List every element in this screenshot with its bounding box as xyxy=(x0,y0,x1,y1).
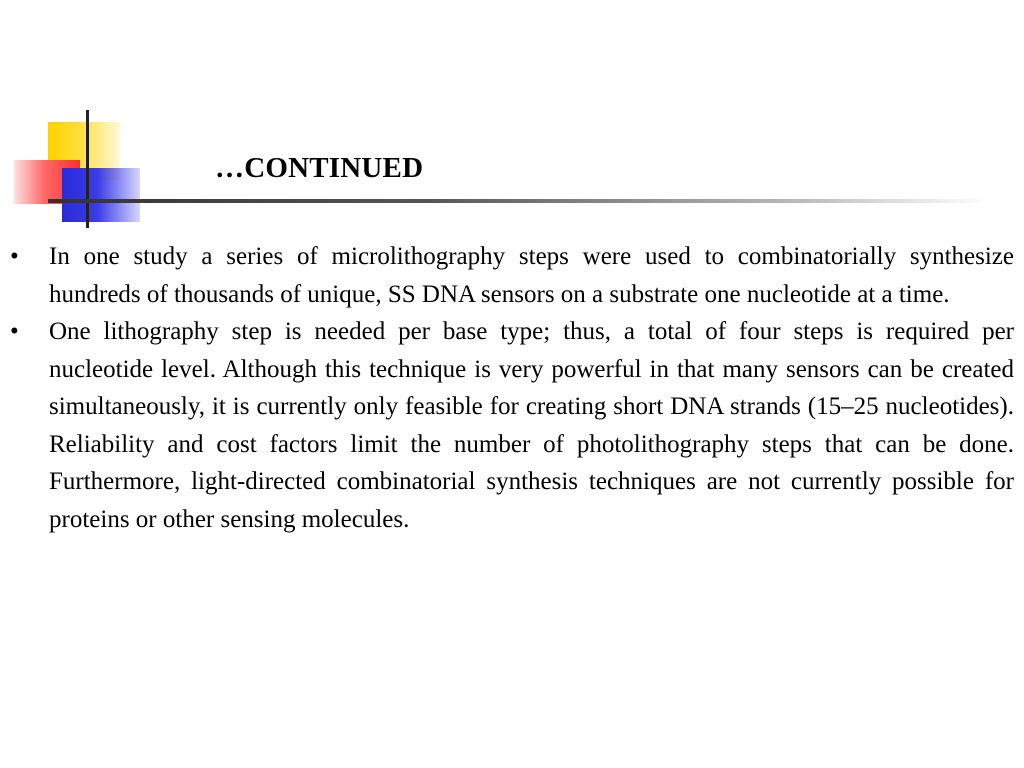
bullet-text: One lithography step is needed per base type; thus, a total of four steps is required per nucleotide level. Although this technique is very powerful in that many sensors can be created simultaneously, it is currently only feasible for creating short DNA strands (15–25 nucleotides). Reliability and cost factors limit the number of photolithography steps that can be done. Furthermore, light-directed combinatorial synthesis techniques are not currently possible for proteins or other sensing molecules. xyxy=(49,318,1014,533)
bullet-list xyxy=(10,238,1014,538)
bullet-item xyxy=(10,238,1014,313)
title-underline-rule xyxy=(48,199,988,203)
bullet-marker: • xyxy=(10,243,19,270)
vertical-rule xyxy=(86,110,89,228)
bullet-text: In one study a series of microlithography steps were used to combinatorially synthesize hundreds of thousands of unique, SS DNA sensors on a substrate one nucleotide at a time. xyxy=(49,243,1014,308)
blue-square-decoration xyxy=(62,168,140,222)
bullet-item xyxy=(10,313,1014,538)
bullet-marker: • xyxy=(10,318,19,345)
decorative-logo xyxy=(0,0,160,240)
slide-title: …CONTINUED xyxy=(215,152,424,184)
